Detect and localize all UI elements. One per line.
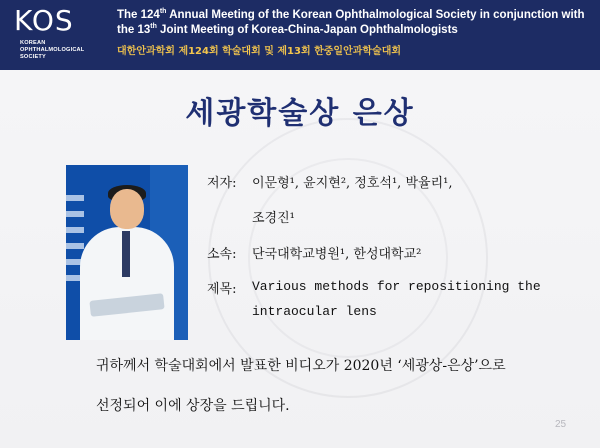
necktie xyxy=(122,231,130,277)
kos-logo xyxy=(14,6,96,64)
portrait-photo xyxy=(66,165,188,340)
paper-title-line-1: Various methods for repositioning the xyxy=(252,279,541,294)
header-line-1-b: Annual Meeting of the Korean Ophthalmological Society in conjunction with xyxy=(166,9,585,21)
paper-title-label: 제목: xyxy=(207,282,237,297)
header-line-1-a: The 124 xyxy=(117,9,160,21)
photo-background-detail xyxy=(66,195,84,201)
header-line-2 xyxy=(117,24,458,36)
header-line-2-sup: th xyxy=(150,23,157,30)
authors-line-1: 이문형¹, 윤지현², 정호석¹, 박율리¹, xyxy=(252,176,453,191)
logo-sub-line: OPHTHALMOLOGICAL xyxy=(20,47,85,53)
header-banner xyxy=(0,0,600,70)
photo-background-detail xyxy=(66,227,84,233)
header-korean-line: 대한안과학회 제124회 학술대회 및 제13회 한중일안과학술대회 xyxy=(117,46,402,57)
authors-line-2: 조경진¹ xyxy=(252,211,295,226)
header-line-2-b: Joint Meeting of Korea-China-Japan Ophthalmologists xyxy=(156,24,458,36)
award-text-line-2: 선정되어 이에 상장을 드립니다. xyxy=(96,398,290,414)
paper-title-line-2: intraocular lens xyxy=(252,304,377,319)
face xyxy=(110,189,144,229)
header-line-2-a: the 13 xyxy=(117,24,151,36)
affiliation-label: 소속: xyxy=(207,247,237,262)
photo-background-detail xyxy=(66,211,84,217)
slide-title: 세광학술상 은상 xyxy=(185,96,415,131)
header-line-1 xyxy=(117,9,585,21)
affiliation-value: 단국대학교병원¹, 한성대학교² xyxy=(252,247,422,262)
photo-background-detail xyxy=(66,243,84,249)
award-text-line-1: 귀하께서 학술대회에서 발표한 비디오가 2020년 ‘세광상-은상’으로 xyxy=(96,358,506,374)
header-line-1-sup: th xyxy=(159,8,167,15)
logo-sub-line: KOREAN xyxy=(20,40,46,46)
page-number: 25 xyxy=(555,419,567,430)
logo-sub-line: SOCIETY xyxy=(20,54,46,60)
authors-label: 저자: xyxy=(207,176,237,191)
logo-wordmark: KOS xyxy=(14,4,74,37)
